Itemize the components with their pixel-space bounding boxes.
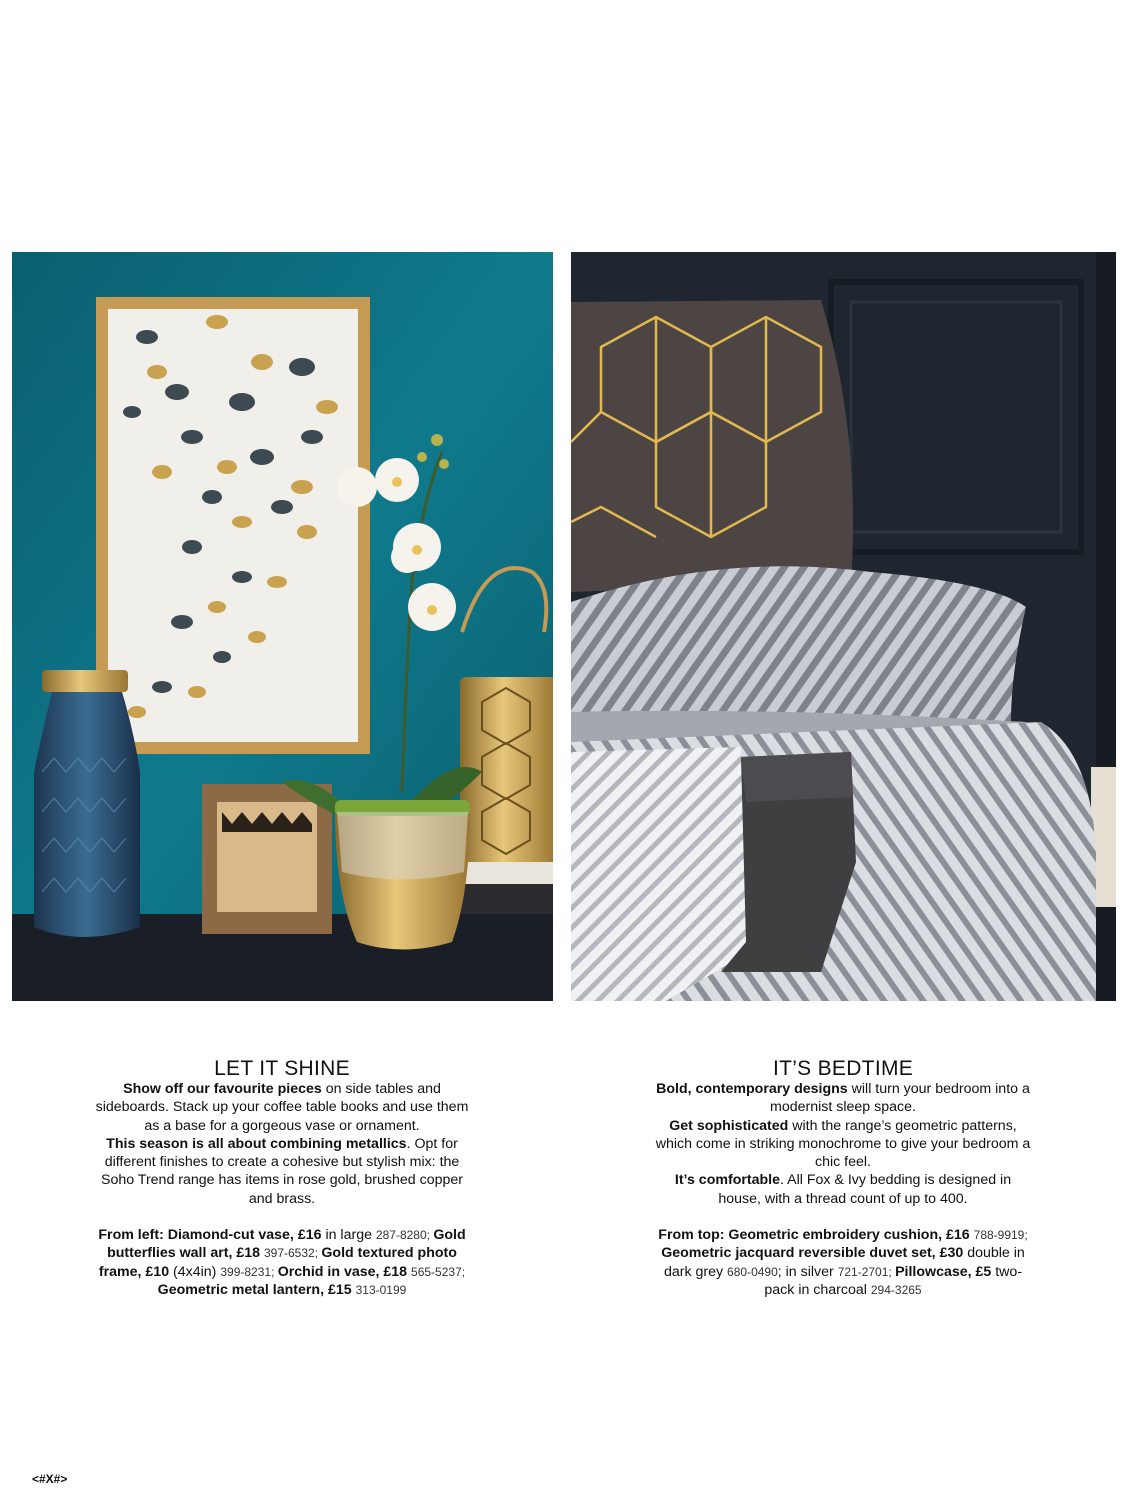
let-it-shine-credits xyxy=(92,1226,472,1299)
credit-2: Geometric jacquard reversible duvet set, £30 xyxy=(661,1245,964,1262)
product-code-2: 397-6532 xyxy=(263,1246,315,1261)
credit-1-text: in large xyxy=(321,1227,376,1244)
sep-2: ; xyxy=(314,1246,322,1261)
sep-3: ; xyxy=(888,1264,896,1279)
product-code-3: 399-8231 xyxy=(220,1264,272,1279)
bed-scene-illustration xyxy=(571,252,1116,1001)
sep-4: ; xyxy=(461,1264,466,1279)
sep-1: ; xyxy=(426,1228,434,1243)
credit-1: From left: Diamond-cut vase, £16 xyxy=(98,1227,322,1244)
product-code-1: 788-9919 xyxy=(973,1228,1025,1243)
body-text-2: with the range’s geometric patterns, which come in striking monochrome to give your bedroom a chic feel. xyxy=(655,1117,1031,1171)
its-bedtime-body xyxy=(653,1080,1033,1208)
body-bold-2: Get sophisticated xyxy=(669,1117,789,1134)
body-bold-2: This season is all about combining metallics xyxy=(106,1135,407,1152)
body-bold-1: Bold, contemporary designs xyxy=(656,1081,848,1097)
credit-4: Orchid in vase, £18 xyxy=(277,1263,408,1280)
product-code-2: 680-0490 xyxy=(727,1264,778,1279)
credit-5: Geometric metal lantern, £15 xyxy=(157,1281,352,1298)
credit-4-text: two-pack in charcoal xyxy=(764,1263,1023,1298)
credit-2: Gold butterflies wall art, £18 xyxy=(107,1227,466,1262)
product-code-4: 565-5237 xyxy=(411,1264,462,1279)
body-text-1: on side tables and sideboards. Stack up your coffee table books and use them as a base for a gorgeous vase or ornament. xyxy=(95,1081,469,1134)
body-bold-1: Show off our favourite pieces xyxy=(123,1081,322,1097)
sep-3: ; xyxy=(271,1264,278,1279)
let-it-shine-body xyxy=(92,1080,472,1208)
credit-3: Gold textured photo frame, £10 xyxy=(98,1245,457,1280)
credit-2-text: double in dark grey xyxy=(663,1245,1025,1280)
product-code-3: 721-2701 xyxy=(837,1264,889,1279)
credit-2-text-b: ; in silver xyxy=(777,1263,838,1280)
page-folio: <#X#> xyxy=(32,1472,68,1486)
body-text-1: will turn your bedroom into a modernist sleep space. xyxy=(770,1081,1030,1116)
photo-let-it-shine xyxy=(12,252,553,1001)
its-bedtime-credits xyxy=(653,1226,1033,1299)
its-bedtime-heading: IT’S BEDTIME xyxy=(772,1057,914,1080)
credit-4: Pillowcase, £5 xyxy=(895,1263,992,1280)
photo-its-bedtime xyxy=(571,252,1116,1001)
shelf-scene-illustration xyxy=(12,252,553,1001)
product-code-4: 294-3265 xyxy=(870,1282,922,1297)
credit-1: From top: Geometric embroidery cushion, £16 xyxy=(658,1227,970,1244)
let-it-shine-column xyxy=(92,1058,472,1299)
product-code-1: 287-8280 xyxy=(375,1228,427,1243)
product-code-5: 313-0199 xyxy=(355,1282,407,1297)
body-text-2: . Opt for different finishes to create a cohesive but stylish mix: the Soho Trend range has items in rose gold, brushed copper and brass. xyxy=(100,1135,463,1207)
let-it-shine-heading: LET IT SHINE xyxy=(214,1057,350,1080)
body-text-3: . All Fox & Ivy bedding is designed in house, with a thread count of up to 400. xyxy=(718,1172,1012,1207)
credit-3-text: (4x4in) xyxy=(169,1263,221,1280)
its-bedtime-column xyxy=(653,1058,1033,1299)
body-bold-3: It’s comfortable xyxy=(674,1172,781,1189)
sep-1: ; xyxy=(1024,1228,1028,1243)
